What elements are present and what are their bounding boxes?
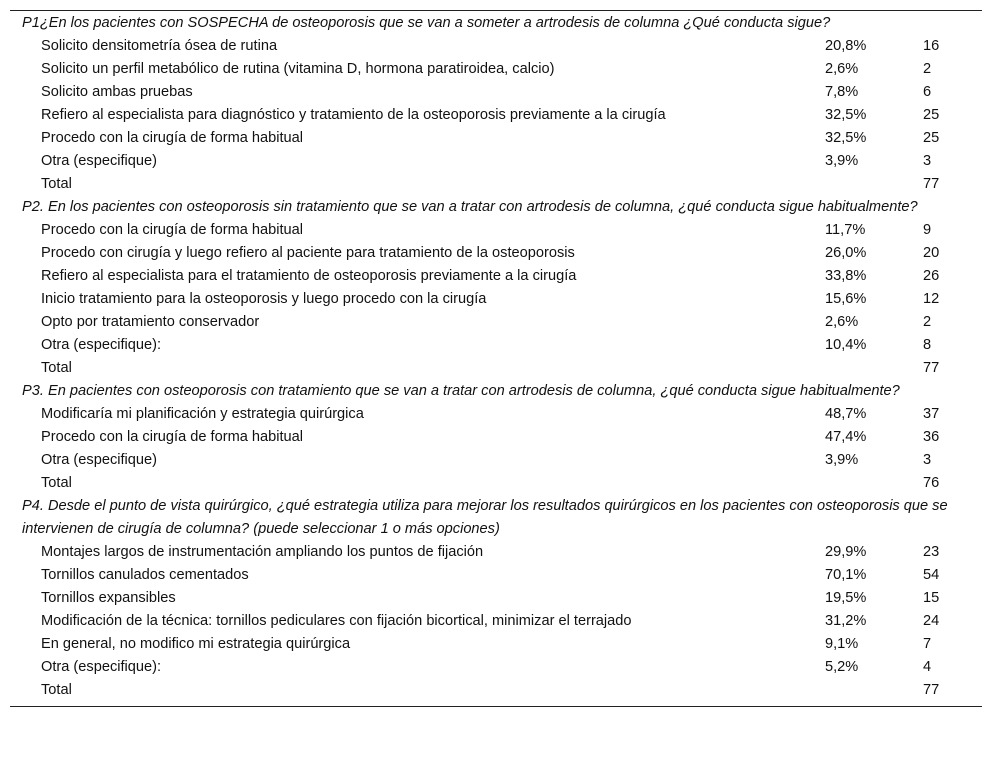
answer-row — [10, 288, 982, 311]
question-row — [10, 495, 982, 541]
answer-count: 4 — [923, 659, 932, 675]
answer-row — [10, 127, 982, 150]
answer-label: Procedo con la cirugía de forma habitual — [41, 222, 304, 238]
answer-label: Opto por tratamiento conservador — [41, 314, 260, 330]
answer-label: Solicito densitometría ósea de rutina — [41, 38, 278, 54]
question-text: P3. En pacientes con osteoporosis con tratamiento que se van a tratar con artrodesis de columna, ¿qué conducta sigue habitualmente? — [22, 383, 900, 399]
survey-table-body — [10, 11, 982, 707]
answer-row — [10, 403, 982, 426]
answer-percent: 47,4% — [825, 429, 867, 445]
answer-label: Refiero al especialista para el tratamiento de osteoporosis previamente a la cirugía — [41, 268, 577, 284]
answer-label: Inicio tratamiento para la osteoporosis y luego procedo con la cirugía — [41, 291, 487, 307]
answer-label: Procedo con cirugía y luego refiero al paciente para tratamiento de la osteoporosis — [41, 245, 575, 261]
answer-count: 36 — [923, 429, 940, 445]
answer-row — [10, 541, 982, 564]
answer-count: 12 — [923, 291, 940, 307]
answer-percent: 2,6% — [825, 61, 859, 77]
answer-label: En general, no modifico mi estrategia quirúrgica — [41, 636, 351, 652]
answer-row — [10, 587, 982, 610]
answer-row — [10, 334, 982, 357]
total-label: Total — [41, 176, 72, 192]
answer-label: Procedo con la cirugía de forma habitual — [41, 429, 304, 445]
answer-row — [10, 564, 982, 587]
answer-count: 3 — [923, 153, 932, 169]
total-label: Total — [41, 360, 72, 376]
answer-label: Montajes largos de instrumentación ampliando los puntos de fijación — [41, 544, 484, 560]
answer-percent: 2,6% — [825, 314, 859, 330]
total-row — [10, 679, 982, 707]
answer-label: Refiero al especialista para diagnóstico y tratamiento de la osteoporosis previamente a la cirugía — [41, 107, 666, 123]
question-row — [10, 11, 982, 36]
answer-percent: 19,5% — [825, 590, 867, 606]
answer-label: Modificaría mi planificación y estrategia quirúrgica — [41, 406, 364, 422]
answer-count: 16 — [923, 38, 940, 54]
answer-row — [10, 610, 982, 633]
answer-label: Solicito un perfil metabólico de rutina (vitamina D, hormona paratiroidea, calcio) — [41, 61, 555, 77]
total-count: 77 — [923, 360, 940, 376]
question-row — [10, 380, 982, 403]
total-percent — [825, 679, 923, 707]
answer-percent: 10,4% — [825, 337, 867, 353]
answer-count: 24 — [923, 613, 940, 629]
question-text: P1¿En los pacientes con SOSPECHA de osteoporosis que se van a someter a artrodesis de columna ¿Qué conducta sigue? — [22, 15, 831, 31]
answer-percent: 11,7% — [825, 222, 866, 238]
answer-label: Tornillos canulados cementados — [41, 567, 249, 583]
total-row — [10, 173, 982, 196]
answer-row — [10, 311, 982, 334]
answer-count: 25 — [923, 130, 940, 146]
answer-percent: 15,6% — [825, 291, 867, 307]
answer-row — [10, 426, 982, 449]
answer-row — [10, 81, 982, 104]
answer-percent: 70,1% — [825, 567, 867, 583]
answer-percent: 32,5% — [825, 130, 867, 146]
total-count: 76 — [923, 475, 940, 491]
question-row — [10, 196, 982, 219]
answer-count: 15 — [923, 590, 940, 606]
total-percent — [825, 357, 923, 380]
total-label: Total — [41, 682, 72, 698]
answer-count: 20 — [923, 245, 940, 261]
answer-row — [10, 219, 982, 242]
total-count: 77 — [923, 682, 940, 698]
answer-percent: 31,2% — [825, 613, 867, 629]
answer-row — [10, 150, 982, 173]
answer-label: Otra (especifique): — [41, 337, 162, 353]
answer-label: Otra (especifique) — [41, 452, 157, 468]
total-percent — [825, 472, 923, 495]
answer-count: 26 — [923, 268, 940, 284]
total-row — [10, 472, 982, 495]
answer-row — [10, 104, 982, 127]
answer-percent: 48,7% — [825, 406, 867, 422]
answer-count: 6 — [923, 84, 932, 100]
answer-label: Procedo con la cirugía de forma habitual — [41, 130, 304, 146]
question-text: P4. Desde el punto de vista quirúrgico, ¿qué estrategia utiliza para mejorar los resultados quirúrgicos en los pacientes con osteoporosis que se intervienen de cirugía de columna? (puede seleccionar 1 o más opciones) — [22, 498, 948, 537]
answer-percent: 7,8% — [825, 84, 859, 100]
total-percent — [825, 173, 923, 196]
answer-percent: 20,8% — [825, 38, 867, 54]
total-count: 77 — [923, 176, 940, 192]
answer-row — [10, 449, 982, 472]
total-label: Total — [41, 475, 72, 491]
answer-count: 2 — [923, 314, 932, 330]
answer-percent: 32,5% — [825, 107, 867, 123]
answer-percent: 3,9% — [825, 153, 859, 169]
answer-count: 8 — [923, 337, 932, 353]
answer-count: 9 — [923, 222, 932, 238]
answer-percent: 26,0% — [825, 245, 867, 261]
answer-percent: 29,9% — [825, 544, 867, 560]
answer-percent: 9,1% — [825, 636, 859, 652]
survey-table-container — [10, 10, 982, 707]
answer-label: Modificación de la técnica: tornillos pediculares con fijación bicortical, minimizar el terrajado — [41, 613, 632, 629]
answer-count: 54 — [923, 567, 940, 583]
answer-row — [10, 633, 982, 656]
answer-row — [10, 656, 982, 679]
answer-count: 3 — [923, 452, 932, 468]
total-row — [10, 357, 982, 380]
answer-row — [10, 265, 982, 288]
answer-count: 25 — [923, 107, 940, 123]
answer-count: 2 — [923, 61, 932, 77]
answer-percent: 5,2% — [825, 659, 859, 675]
answer-count: 37 — [923, 406, 940, 422]
answer-label: Otra (especifique) — [41, 153, 157, 169]
answer-label: Tornillos expansibles — [41, 590, 176, 606]
question-text: P2. En los pacientes con osteoporosis sin tratamiento que se van a tratar con artrodesis de columna, ¿qué conducta sigue habitualmente? — [22, 199, 918, 215]
answer-percent: 33,8% — [825, 268, 867, 284]
answer-row — [10, 58, 982, 81]
answer-label: Otra (especifique): — [41, 659, 162, 675]
answer-percent: 3,9% — [825, 452, 859, 468]
answer-count: 23 — [923, 544, 940, 560]
answer-count: 7 — [923, 636, 932, 652]
answer-label: Solicito ambas pruebas — [41, 84, 193, 100]
survey-table — [10, 10, 982, 707]
answer-row — [10, 35, 982, 58]
answer-row — [10, 242, 982, 265]
